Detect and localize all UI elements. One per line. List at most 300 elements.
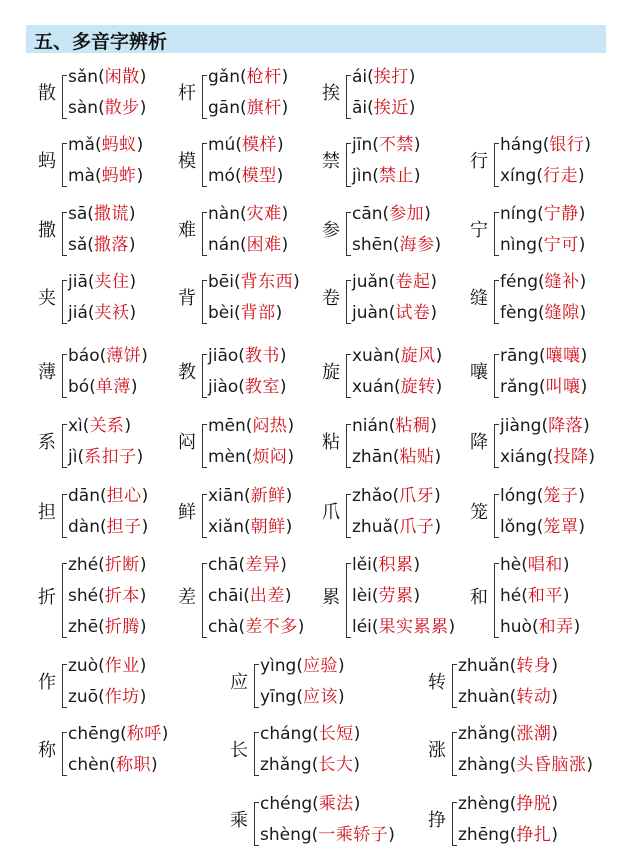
pinyin: ái — [352, 67, 368, 87]
pinyin: jìn — [352, 166, 373, 186]
reading-line — [208, 377, 287, 397]
reading-line — [260, 724, 360, 744]
reading-line — [352, 517, 441, 537]
pinyin: jì — [68, 447, 78, 467]
open-paren: ( — [509, 687, 517, 707]
example-word: 单薄 — [95, 377, 131, 397]
reading-line — [68, 447, 143, 467]
close-paren: ) — [276, 166, 284, 186]
reading-line — [208, 135, 284, 155]
close-paren: ) — [139, 98, 147, 118]
open-paren: ( — [538, 346, 546, 366]
close-paren: ) — [580, 377, 588, 397]
open-paren: ( — [87, 303, 95, 323]
open-paren: ( — [238, 617, 246, 637]
example-word: 关系 — [89, 416, 125, 436]
open-paren: ( — [311, 755, 319, 775]
reading-brace — [62, 143, 67, 187]
example-word: 旋风 — [400, 346, 436, 366]
reading-line — [352, 204, 431, 224]
close-paren: ) — [275, 303, 283, 323]
polyphone-char: 累 — [322, 586, 340, 608]
close-paren: ) — [551, 794, 559, 814]
example-word: 笼子 — [543, 486, 579, 506]
reading-line — [458, 825, 558, 845]
close-paren: ) — [279, 346, 287, 366]
open-paren: ( — [98, 617, 105, 637]
reading-brace — [494, 354, 499, 398]
open-paren: ( — [371, 617, 379, 637]
close-paren: ) — [413, 586, 421, 606]
reading-brace — [62, 354, 67, 398]
close-paren: ) — [139, 586, 147, 606]
pinyin: chā — [208, 555, 239, 575]
reading-brace — [62, 75, 67, 119]
polyphone-char: 鲜 — [178, 502, 196, 523]
close-paren: ) — [430, 416, 437, 436]
pinyin: nàn — [208, 204, 240, 224]
reading-line — [68, 67, 146, 87]
open-paren: ( — [388, 416, 396, 436]
close-paren: ) — [434, 517, 442, 537]
open-paren: ( — [98, 586, 105, 606]
close-paren: ) — [141, 486, 149, 506]
example-word: 模型 — [241, 166, 277, 186]
example-word: 乘法 — [318, 794, 354, 814]
polyphone-char: 缝 — [470, 288, 488, 309]
pinyin: mà — [68, 166, 95, 186]
pinyin: léi — [352, 617, 372, 637]
open-paren: ( — [367, 98, 374, 118]
polyphone-char: 背 — [178, 288, 196, 309]
pinyin: bó — [68, 377, 90, 397]
close-paren: ) — [408, 98, 416, 118]
close-paren: ) — [136, 135, 144, 155]
reading-brace — [346, 143, 351, 187]
reading-line — [68, 617, 146, 637]
example-word: 嚷嚷 — [545, 346, 581, 366]
example-word: 教书 — [244, 346, 280, 366]
reading-line — [500, 377, 587, 397]
reading-brace — [202, 212, 207, 256]
reading-line — [352, 67, 415, 87]
reading-brace — [494, 143, 499, 187]
reading-line — [68, 235, 136, 255]
polyphone-char: 笼 — [470, 502, 488, 523]
reading-line — [500, 416, 590, 436]
example-word: 试卷 — [395, 303, 431, 323]
close-paren: ) — [136, 447, 144, 467]
open-paren: ( — [109, 755, 116, 775]
close-paren: ) — [353, 724, 361, 744]
example-word: 行走 — [543, 166, 578, 186]
pinyin: xuán — [352, 377, 395, 397]
close-paren: ) — [424, 204, 431, 224]
pinyin: cháng — [260, 724, 313, 744]
example-word: 和弄 — [538, 617, 574, 637]
example-word: 担子 — [106, 517, 142, 537]
pinyin: nián — [352, 416, 389, 436]
close-paren: ) — [430, 303, 437, 323]
reading-line — [208, 346, 287, 366]
example-word: 闲散 — [104, 67, 140, 87]
example-word: 和平 — [527, 586, 563, 606]
example-word: 散步 — [104, 98, 140, 118]
reading-line — [260, 755, 360, 775]
open-paren: ( — [99, 486, 107, 506]
pinyin: féng — [500, 272, 539, 292]
example-word: 海参 — [399, 235, 435, 255]
reading-line — [260, 794, 360, 814]
polyphone-char: 蚂 — [38, 151, 56, 172]
open-paren: ( — [392, 517, 400, 537]
example-word: 折断 — [104, 555, 140, 575]
example-word: 转动 — [516, 687, 552, 707]
pinyin: hè — [500, 555, 522, 575]
reading-brace — [62, 494, 67, 538]
example-word: 出差 — [249, 586, 285, 606]
polyphone-char: 参 — [322, 220, 340, 241]
reading-line — [68, 416, 131, 436]
reading-brace — [254, 732, 259, 776]
example-word: 挣扎 — [516, 825, 552, 845]
example-word: 应该 — [303, 687, 338, 707]
reading-line — [352, 303, 437, 323]
polyphone-char: 作 — [38, 672, 56, 693]
reading-line — [500, 555, 570, 575]
close-paren: ) — [586, 755, 593, 775]
pinyin: shèng — [260, 825, 312, 845]
open-paren: ( — [99, 346, 107, 366]
pinyin: nán — [208, 235, 240, 255]
close-paren: ) — [579, 303, 587, 323]
reading-line — [352, 166, 421, 186]
open-paren: ( — [521, 555, 528, 575]
close-paren: ) — [562, 555, 570, 575]
example-word: 劳累 — [378, 586, 414, 606]
close-paren: ) — [388, 825, 395, 845]
polyphone-char: 挣 — [428, 810, 446, 831]
reading-line — [352, 447, 441, 467]
close-paren: ) — [285, 486, 293, 506]
open-paren: ( — [311, 825, 319, 845]
open-paren: ( — [98, 555, 105, 575]
example-word: 枪杆 — [246, 67, 282, 87]
polyphone-char: 乘 — [230, 810, 248, 831]
example-word: 烦闷 — [252, 447, 288, 467]
pinyin: juàn — [352, 303, 389, 323]
close-paren: ) — [588, 447, 596, 467]
example-word: 教室 — [244, 377, 280, 397]
close-paren: ) — [551, 656, 558, 676]
reading-line — [500, 486, 585, 506]
reading-line — [208, 272, 300, 292]
reading-line — [68, 98, 146, 118]
pinyin: xiáng — [500, 447, 547, 467]
example-word: 投降 — [553, 447, 589, 467]
example-word: 果实累累 — [378, 617, 449, 637]
close-paren: ) — [139, 617, 147, 637]
polyphone-char: 降 — [470, 432, 488, 453]
reading-line — [208, 447, 294, 467]
open-paren: ( — [536, 517, 544, 537]
open-paren: ( — [233, 272, 241, 292]
reading-line — [68, 555, 146, 575]
pinyin: rāng — [500, 346, 539, 366]
open-paren: ( — [372, 166, 379, 186]
pinyin: huò — [500, 617, 532, 637]
reading-line — [352, 98, 415, 118]
pinyin: zhǎo — [352, 486, 393, 506]
pinyin: zhǎng — [260, 755, 312, 775]
example-word: 唱和 — [527, 555, 563, 575]
pinyin: lěi — [352, 555, 372, 575]
example-word: 称职 — [116, 755, 151, 775]
open-paren: ( — [87, 272, 95, 292]
close-paren: ) — [578, 204, 586, 224]
reading-brace — [62, 732, 67, 776]
close-paren: ) — [435, 377, 443, 397]
close-paren: ) — [279, 377, 287, 397]
reading-line — [208, 204, 288, 224]
example-word: 积累 — [378, 555, 414, 575]
polyphone-char: 夹 — [38, 288, 56, 309]
pinyin: lǒng — [500, 517, 537, 537]
pinyin: chāi — [208, 586, 244, 606]
pinyin: nìng — [500, 235, 538, 255]
reading-line — [260, 656, 345, 676]
close-paren: ) — [293, 272, 300, 292]
reading-line — [208, 586, 292, 606]
open-paren: ( — [98, 687, 105, 707]
example-word: 宁可 — [543, 235, 579, 255]
example-word: 折腾 — [104, 617, 140, 637]
open-paren: ( — [238, 377, 245, 397]
reading-line — [352, 135, 421, 155]
pinyin: lóng — [500, 486, 537, 506]
close-paren: ) — [287, 416, 295, 436]
close-paren: ) — [287, 447, 295, 467]
pinyin: chèn — [68, 755, 110, 775]
open-paren: ( — [536, 486, 544, 506]
reading-line — [68, 303, 136, 323]
open-paren: ( — [546, 447, 554, 467]
reading-line — [500, 272, 586, 292]
polyphone-char: 行 — [470, 151, 488, 172]
polyphone-char: 散 — [38, 83, 56, 104]
reading-line — [500, 517, 585, 537]
open-paren: ( — [94, 135, 102, 155]
reading-line — [208, 303, 282, 323]
pinyin: mǎ — [68, 135, 95, 155]
reading-line — [458, 724, 558, 744]
open-paren: ( — [509, 825, 517, 845]
reading-brace — [452, 732, 457, 776]
reading-line — [68, 586, 146, 606]
reading-brace — [202, 563, 207, 638]
pinyin: jiào — [208, 377, 239, 397]
polyphone-char: 挨 — [322, 83, 340, 104]
section-header — [26, 25, 606, 53]
example-word: 新鲜 — [250, 486, 286, 506]
reading-line — [208, 416, 294, 436]
reading-line — [352, 486, 441, 506]
reading-line — [208, 617, 304, 637]
reading-brace — [494, 424, 499, 468]
polyphone-char: 卷 — [322, 288, 340, 309]
example-word: 爪牙 — [399, 486, 435, 506]
reading-line — [500, 586, 570, 606]
open-paren: ( — [94, 166, 102, 186]
close-paren: ) — [430, 272, 437, 292]
close-paren: ) — [408, 67, 416, 87]
pinyin: cān — [352, 204, 383, 224]
polyphone-char: 模 — [178, 151, 196, 172]
reading-brace — [202, 143, 207, 187]
open-paren: ( — [388, 272, 396, 292]
open-paren: ( — [239, 235, 247, 255]
reading-line — [68, 135, 143, 155]
example-word: 叫嚷 — [545, 377, 581, 397]
reading-line — [208, 166, 283, 186]
open-paren: ( — [371, 586, 379, 606]
example-word: 系扣子 — [84, 447, 137, 467]
open-paren: ( — [87, 235, 94, 255]
close-paren: ) — [578, 486, 585, 506]
polyphone-char: 教 — [178, 362, 196, 383]
pinyin: zhèng — [458, 794, 510, 814]
open-paren: ( — [99, 517, 107, 537]
reading-line — [68, 377, 137, 397]
reading-line — [260, 687, 345, 707]
polyphone-char: 禁 — [322, 151, 340, 172]
example-word: 挨近 — [373, 98, 409, 118]
close-paren: ) — [434, 447, 442, 467]
open-paren: ( — [296, 687, 303, 707]
open-paren: ( — [243, 517, 251, 537]
reading-brace — [346, 424, 351, 468]
example-word: 闷热 — [252, 416, 288, 436]
reading-line — [352, 346, 442, 366]
example-word: 差不多 — [245, 617, 298, 637]
close-paren: ) — [551, 724, 558, 744]
pinyin: sā — [68, 204, 88, 224]
pinyin: yìng — [260, 656, 297, 676]
reading-line — [352, 416, 437, 436]
open-paren: ( — [312, 724, 319, 744]
pinyin: shēn — [352, 235, 393, 255]
close-paren: ) — [578, 235, 586, 255]
polyphone-char: 系 — [38, 432, 56, 453]
reading-line — [208, 67, 288, 87]
example-word: 作坊 — [104, 687, 140, 707]
close-paren: ) — [276, 135, 284, 155]
example-word: 背部 — [240, 303, 276, 323]
pinyin: dān — [68, 486, 100, 506]
open-paren: ( — [531, 617, 539, 637]
reading-line — [208, 555, 287, 575]
reading-line — [458, 687, 558, 707]
example-word: 灾难 — [246, 204, 282, 224]
close-paren: ) — [141, 517, 149, 537]
open-paren: ( — [541, 416, 549, 436]
pinyin: dàn — [68, 517, 100, 537]
section-title: 五、多音字辨析 — [34, 31, 168, 53]
close-paren: ) — [579, 272, 587, 292]
example-word: 宁静 — [543, 204, 579, 224]
reading-brace — [254, 802, 259, 846]
pinyin: jiá — [68, 303, 88, 323]
close-paren: ) — [281, 67, 289, 87]
reading-line — [68, 166, 143, 186]
close-paren: ) — [583, 416, 590, 436]
reading-line — [68, 204, 136, 224]
example-word: 差异 — [245, 555, 281, 575]
open-paren: ( — [392, 235, 400, 255]
pinyin: rǎng — [500, 377, 539, 397]
example-word: 一乘轿子 — [318, 825, 389, 845]
reading-line — [68, 724, 168, 744]
example-word: 困难 — [246, 235, 282, 255]
close-paren: ) — [139, 687, 147, 707]
reading-line — [500, 235, 585, 255]
example-word: 撒落 — [93, 235, 129, 255]
example-word: 长短 — [318, 724, 354, 744]
pinyin: zhē — [68, 617, 99, 637]
close-paren: ) — [338, 687, 345, 707]
close-paren: ) — [562, 586, 570, 606]
polyphone-char: 爪 — [322, 502, 340, 523]
reading-brace — [202, 494, 207, 538]
close-paren: ) — [580, 346, 588, 366]
pinyin: xuàn — [352, 346, 395, 366]
example-word: 缝补 — [544, 272, 580, 292]
open-paren: ( — [312, 794, 319, 814]
close-paren: ) — [161, 724, 169, 744]
reading-line — [208, 235, 288, 255]
reading-brace — [346, 75, 351, 119]
reading-brace — [346, 494, 351, 538]
pinyin: zuō — [68, 687, 99, 707]
close-paren: ) — [136, 166, 144, 186]
reading-brace — [494, 494, 499, 538]
pinyin: xiān — [208, 486, 244, 506]
open-paren: ( — [98, 656, 105, 676]
polyphone-char: 旋 — [322, 362, 340, 383]
reading-line — [208, 98, 288, 118]
example-word: 转身 — [516, 656, 552, 676]
open-paren: ( — [77, 447, 85, 467]
open-paren: ( — [536, 166, 543, 186]
pinyin: chéng — [260, 794, 313, 814]
polyphone-char: 担 — [38, 502, 56, 523]
reading-line — [458, 794, 558, 814]
pinyin: lèi — [352, 586, 372, 606]
close-paren: ) — [285, 517, 293, 537]
open-paren: ( — [509, 794, 517, 814]
pinyin: xiǎn — [208, 517, 244, 537]
open-paren: ( — [98, 67, 105, 87]
reading-line — [208, 517, 292, 537]
reading-brace — [452, 664, 457, 708]
close-paren: ) — [338, 656, 345, 676]
example-word: 称呼 — [126, 724, 162, 744]
pinyin: báo — [68, 346, 100, 366]
close-paren: ) — [584, 135, 592, 155]
example-word: 禁止 — [378, 166, 414, 186]
reading-line — [458, 656, 558, 676]
open-paren: ( — [537, 235, 544, 255]
